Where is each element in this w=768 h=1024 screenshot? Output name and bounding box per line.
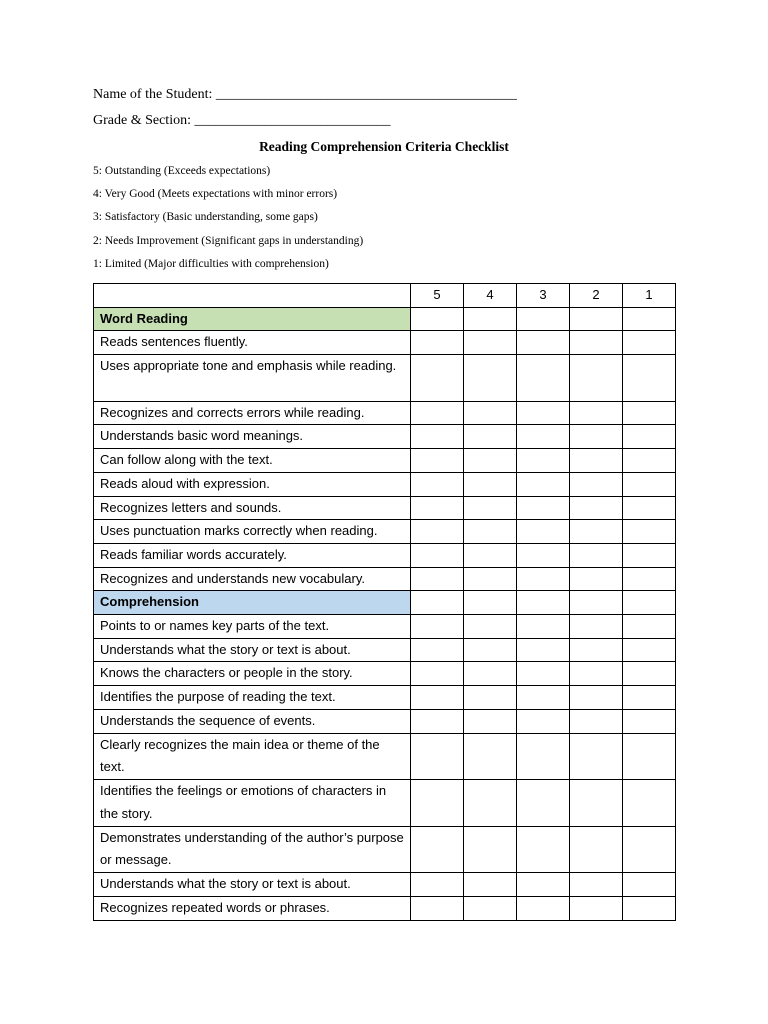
criteria-label: Demonstrates understanding of the author’s purpose or message.: [94, 826, 411, 873]
section-title: Word Reading: [94, 307, 411, 331]
score-cell-3[interactable]: [517, 897, 570, 921]
legend-item-3: 3: Satisfactory (Basic understanding, some gaps): [93, 211, 318, 223]
score-cell-1[interactable]: [623, 591, 676, 615]
score-cell-4[interactable]: [464, 567, 517, 591]
criteria-row: [94, 401, 676, 425]
score-cell-3[interactable]: [517, 826, 570, 873]
score-header-4: 4: [464, 284, 517, 308]
criteria-label: Recognizes letters and sounds.: [94, 496, 411, 520]
student-name-line: Name of the Student: ___________________________________________: [93, 87, 517, 102]
score-cell-1[interactable]: [623, 733, 676, 780]
score-cell-1[interactable]: [623, 331, 676, 355]
criteria-label: Can follow along with the text.: [94, 449, 411, 473]
criteria-label: Reads aloud with expression.: [94, 472, 411, 496]
score-cell-1[interactable]: [623, 873, 676, 897]
score-cell-2[interactable]: [570, 591, 623, 615]
score-cell-5[interactable]: [411, 331, 464, 355]
score-header-2: 2: [570, 284, 623, 308]
score-cell-5[interactable]: [411, 897, 464, 921]
score-cell-2[interactable]: [570, 615, 623, 639]
score-cell-3[interactable]: [517, 615, 570, 639]
legend-item-2: 2: Needs Improvement (Significant gaps in understanding): [93, 235, 364, 247]
score-header-5: 5: [411, 284, 464, 308]
criteria-label: Understands basic word meanings.: [94, 425, 411, 449]
score-cell-5[interactable]: [411, 709, 464, 733]
score-cell-4[interactable]: [464, 520, 517, 544]
score-cell-4[interactable]: [464, 615, 517, 639]
score-cell-2[interactable]: [570, 472, 623, 496]
score-cell-5[interactable]: [411, 543, 464, 567]
criteria-label: Recognizes repeated words or phrases.: [94, 897, 411, 921]
score-cell-4[interactable]: [464, 331, 517, 355]
criteria-label: Recognizes and understands new vocabulary.: [94, 567, 411, 591]
criteria-header-cell: [94, 284, 411, 308]
score-cell-5[interactable]: [411, 662, 464, 686]
criteria-row: [94, 638, 676, 662]
criteria-label: Understands the sequence of events.: [94, 709, 411, 733]
criteria-label: Uses appropriate tone and emphasis while reading.: [94, 355, 411, 402]
score-cell-4[interactable]: [464, 826, 517, 873]
score-cell-5[interactable]: [411, 686, 464, 710]
score-cell-4[interactable]: [464, 472, 517, 496]
score-cell-3[interactable]: [517, 543, 570, 567]
score-cell-1[interactable]: [623, 709, 676, 733]
score-cell-5[interactable]: [411, 449, 464, 473]
score-cell-1[interactable]: [623, 496, 676, 520]
score-cell-5[interactable]: [411, 591, 464, 615]
section-title: Comprehension: [94, 591, 411, 615]
grade-section-line: Grade & Section: ____________________________: [93, 113, 391, 128]
score-cell-4[interactable]: [464, 543, 517, 567]
criteria-label: Identifies the feelings or emotions of characters in the story.: [94, 780, 411, 827]
score-cell-5[interactable]: [411, 826, 464, 873]
score-cell-5[interactable]: [411, 780, 464, 827]
score-cell-2[interactable]: [570, 780, 623, 827]
score-cell-1[interactable]: [623, 686, 676, 710]
criteria-row: [94, 331, 676, 355]
score-cell-3[interactable]: [517, 496, 570, 520]
criteria-label: Understands what the story or text is about.: [94, 638, 411, 662]
score-cell-1[interactable]: [623, 897, 676, 921]
score-cell-3[interactable]: [517, 520, 570, 544]
score-cell-5[interactable]: [411, 615, 464, 639]
score-cell-3[interactable]: [517, 686, 570, 710]
criteria-row: [94, 472, 676, 496]
score-cell-2[interactable]: [570, 709, 623, 733]
criteria-row: [94, 520, 676, 544]
score-cell-1[interactable]: [623, 472, 676, 496]
criteria-label: Clearly recognizes the main idea or theme of the text.: [94, 733, 411, 780]
criteria-row: [94, 873, 676, 897]
criteria-row: [94, 733, 676, 780]
section-row-word-reading: [94, 307, 676, 331]
score-header-3: 3: [517, 284, 570, 308]
score-cell-2[interactable]: [570, 401, 623, 425]
criteria-row: [94, 449, 676, 473]
score-cell-3[interactable]: [517, 638, 570, 662]
score-cell-2[interactable]: [570, 425, 623, 449]
section-row-comprehension: [94, 591, 676, 615]
score-cell-3[interactable]: [517, 733, 570, 780]
legend-item-1: 1: Limited (Major difficulties with comprehension): [93, 258, 329, 270]
score-cell-5[interactable]: [411, 873, 464, 897]
score-cell-3[interactable]: [517, 662, 570, 686]
score-cell-2[interactable]: [570, 662, 623, 686]
score-cell-2[interactable]: [570, 733, 623, 780]
criteria-row: [94, 496, 676, 520]
criteria-row: [94, 826, 676, 873]
score-cell-2[interactable]: [570, 873, 623, 897]
criteria-label: Reads sentences fluently.: [94, 331, 411, 355]
score-cell-3[interactable]: [517, 709, 570, 733]
score-cell-3[interactable]: [517, 425, 570, 449]
score-cell-5[interactable]: [411, 567, 464, 591]
score-cell-4[interactable]: [464, 686, 517, 710]
score-cell-5[interactable]: [411, 401, 464, 425]
score-cell-5[interactable]: [411, 520, 464, 544]
criteria-row: [94, 543, 676, 567]
criteria-row: [94, 780, 676, 827]
criteria-row: [94, 662, 676, 686]
score-cell-2[interactable]: [570, 331, 623, 355]
score-cell-1[interactable]: [623, 543, 676, 567]
score-cell-3[interactable]: [517, 472, 570, 496]
score-cell-4[interactable]: [464, 733, 517, 780]
score-cell-2[interactable]: [570, 897, 623, 921]
criteria-row: [94, 709, 676, 733]
score-cell-4[interactable]: [464, 449, 517, 473]
criteria-row: [94, 425, 676, 449]
score-cell-2[interactable]: [570, 355, 623, 402]
score-cell-5[interactable]: [411, 638, 464, 662]
score-cell-1[interactable]: [623, 307, 676, 331]
score-cell-1[interactable]: [623, 662, 676, 686]
checklist-table: [93, 283, 676, 921]
score-cell-5[interactable]: [411, 733, 464, 780]
score-cell-5[interactable]: [411, 425, 464, 449]
criteria-row: [94, 567, 676, 591]
score-cell-3[interactable]: [517, 780, 570, 827]
criteria-label: Knows the characters or people in the story.: [94, 662, 411, 686]
score-cell-2[interactable]: [570, 543, 623, 567]
criteria-row: [94, 686, 676, 710]
score-cell-3[interactable]: [517, 449, 570, 473]
score-cell-3[interactable]: [517, 307, 570, 331]
score-cell-3[interactable]: [517, 331, 570, 355]
score-cell-4[interactable]: [464, 709, 517, 733]
score-cell-5[interactable]: [411, 472, 464, 496]
score-cell-1[interactable]: [623, 567, 676, 591]
criteria-row: [94, 897, 676, 921]
score-cell-1[interactable]: [623, 425, 676, 449]
criteria-label: Uses punctuation marks correctly when reading.: [94, 520, 411, 544]
score-cell-4[interactable]: [464, 307, 517, 331]
score-cell-4[interactable]: [464, 425, 517, 449]
score-cell-4[interactable]: [464, 897, 517, 921]
score-cell-4[interactable]: [464, 401, 517, 425]
score-cell-3[interactable]: [517, 873, 570, 897]
score-cell-1[interactable]: [623, 638, 676, 662]
score-cell-1[interactable]: [623, 355, 676, 402]
score-cell-3[interactable]: [517, 567, 570, 591]
legend-item-5: 5: Outstanding (Exceeds expectations): [93, 165, 271, 177]
legend-item-4: 4: Very Good (Meets expectations with minor errors): [93, 188, 338, 200]
score-cell-2[interactable]: [570, 686, 623, 710]
score-cell-2[interactable]: [570, 307, 623, 331]
criteria-row: [94, 355, 676, 402]
score-cell-2[interactable]: [570, 496, 623, 520]
criteria-label: Reads familiar words accurately.: [94, 543, 411, 567]
score-cell-5[interactable]: [411, 355, 464, 402]
score-cell-4[interactable]: [464, 662, 517, 686]
score-cell-5[interactable]: [411, 307, 464, 331]
score-cell-3[interactable]: [517, 591, 570, 615]
score-header-1: 1: [623, 284, 676, 308]
score-cell-4[interactable]: [464, 780, 517, 827]
score-cell-4[interactable]: [464, 496, 517, 520]
score-cell-4[interactable]: [464, 638, 517, 662]
score-cell-4[interactable]: [464, 873, 517, 897]
header-row: [94, 284, 676, 308]
criteria-label: Recognizes and corrects errors while reading.: [94, 401, 411, 425]
score-cell-2[interactable]: [570, 567, 623, 591]
score-cell-1[interactable]: [623, 401, 676, 425]
score-cell-1[interactable]: [623, 520, 676, 544]
page-title: Reading Comprehension Criteria Checklist: [259, 139, 509, 154]
score-cell-1[interactable]: [623, 780, 676, 827]
score-cell-5[interactable]: [411, 496, 464, 520]
score-cell-3[interactable]: [517, 401, 570, 425]
score-cell-3[interactable]: [517, 355, 570, 402]
score-cell-1[interactable]: [623, 449, 676, 473]
score-cell-4[interactable]: [464, 355, 517, 402]
score-cell-2[interactable]: [570, 449, 623, 473]
score-cell-4[interactable]: [464, 591, 517, 615]
score-cell-1[interactable]: [623, 615, 676, 639]
criteria-label: Points to or names key parts of the text.: [94, 615, 411, 639]
score-cell-1[interactable]: [623, 826, 676, 873]
score-cell-2[interactable]: [570, 520, 623, 544]
score-cell-2[interactable]: [570, 826, 623, 873]
criteria-label: Understands what the story or text is about.: [94, 873, 411, 897]
criteria-label: Identifies the purpose of reading the text.: [94, 686, 411, 710]
score-cell-2[interactable]: [570, 638, 623, 662]
criteria-row: [94, 615, 676, 639]
